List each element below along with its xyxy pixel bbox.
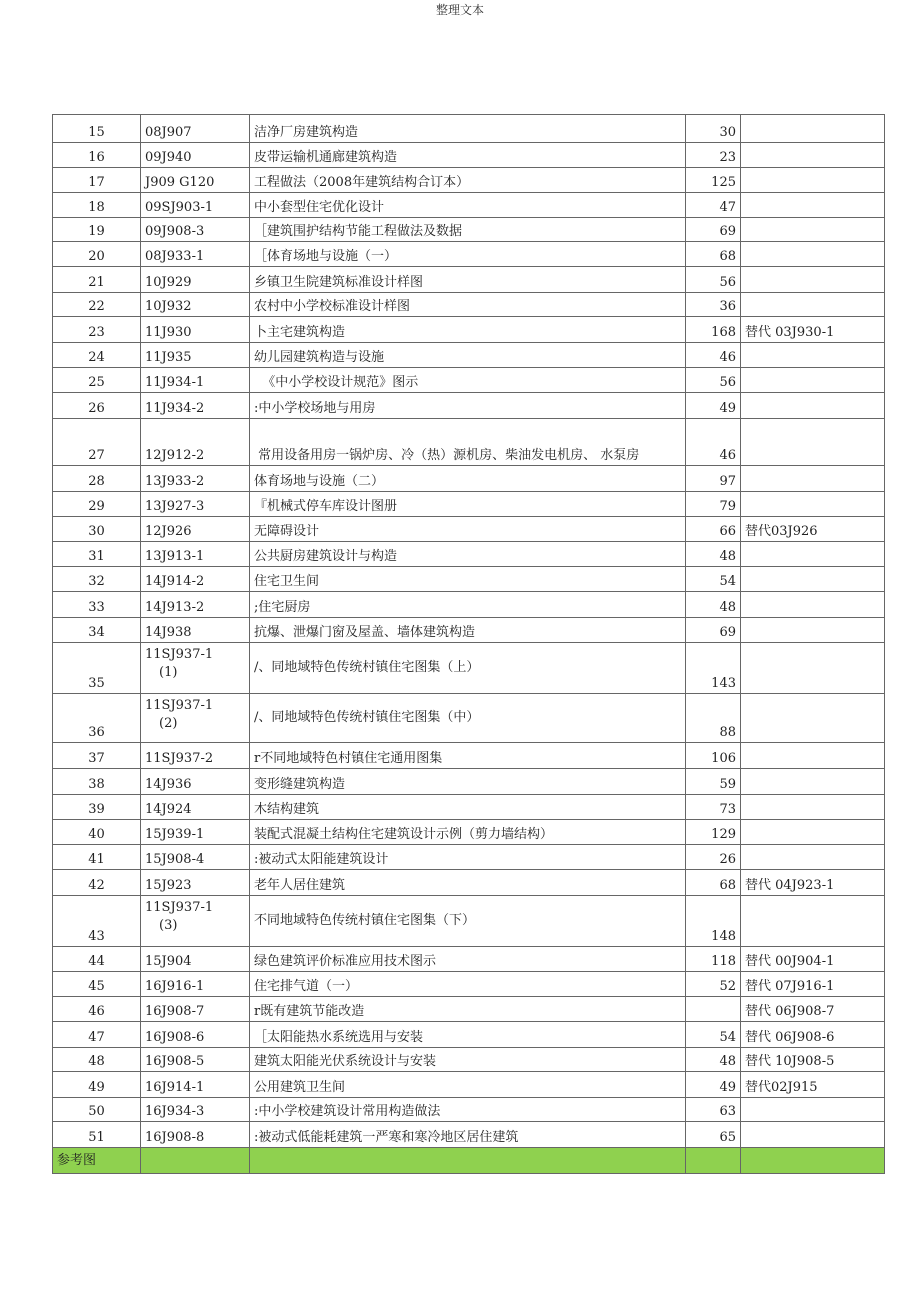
replacement-note [741,592,885,618]
replacement-note [741,820,885,845]
atlas-code-text: 08J907 [145,125,192,140]
row-number: 20 [53,242,141,267]
atlas-code [141,419,250,466]
page-count: 46 [686,343,741,368]
atlas-title: :被动式太阳能建筑设计 [250,845,686,870]
replacement-note [741,567,885,592]
atlas-code-text: 09SJ903-1 [145,200,214,215]
row-number: 23 [53,317,141,343]
page-count: 63 [686,1098,741,1122]
atlas-code-text: 12J926 [145,524,192,539]
atlas-title: 公用建筑卫生间 [250,1072,686,1098]
atlas-title: 建筑太阳能光伏系统设计与安装 [250,1048,686,1072]
reference-row [53,1148,885,1174]
page-count: 48 [686,1048,741,1072]
atlas-code-text: 11J935 [145,350,192,365]
atlas-code-text: 11SJ937-1 [145,698,214,713]
replacement-note [741,1098,885,1122]
atlas-title: 《中小学校设计规范》图示 [250,368,686,393]
atlas-title: r不同地域特色村镇住宅通用图集 [250,743,686,769]
table-row [53,542,885,567]
atlas-code [141,769,250,795]
atlas-code-text: 11SJ937-1 [145,647,214,662]
atlas-code [141,343,250,368]
table-row [53,293,885,317]
replacement-note [741,267,885,293]
table-row [53,1072,885,1098]
atlas-title: 老年人居住建筑 [250,870,686,896]
page-count: 129 [686,820,741,845]
atlas-code-volume: (3) [159,918,178,933]
atlas-code [141,643,250,694]
atlas-code [141,368,250,393]
atlas-code [141,845,250,870]
row-number: 32 [53,567,141,592]
row-number: 26 [53,393,141,419]
table-row [53,694,885,743]
row-number: 19 [53,218,141,242]
atlas-code [141,1048,250,1072]
table-row [53,193,885,218]
atlas-catalog-table [52,114,885,1174]
atlas-title: 不同地域特色传统村镇住宅图集（下） [250,896,686,947]
atlas-title: /、同地域特色传统村镇住宅图集（中） [250,694,686,743]
atlas-code-text: 13J913-1 [145,549,205,564]
replacement-note [741,115,885,143]
table-row [53,567,885,592]
table-row [53,218,885,242]
replacement-note [741,393,885,419]
row-number: 36 [53,694,141,743]
page-count: 49 [686,1072,741,1098]
reference-label: 参考图 [53,1148,141,1174]
replacement-note [741,542,885,567]
atlas-code-text: 14J914-2 [145,574,205,589]
replacement-note [741,466,885,492]
atlas-code-text: 13J927-3 [145,499,205,514]
table-row [53,267,885,293]
page-count: 48 [686,592,741,618]
atlas-title: 抗爆、泄爆门窗及屋盖、墙体建筑构造 [250,618,686,643]
page-count: 46 [686,419,741,466]
table-row [53,1022,885,1048]
row-number: 39 [53,795,141,820]
table-row [53,896,885,947]
atlas-code-text: 14J913-2 [145,600,205,615]
replacement-note: 替代 06J908-6 [741,1022,885,1048]
replacement-note: 替代02J915 [741,1072,885,1098]
table-row [53,643,885,694]
row-number: 30 [53,517,141,542]
atlas-code-text: 14J936 [145,777,192,792]
atlas-code-text: 15J939-1 [145,827,205,842]
atlas-code [141,947,250,972]
atlas-title: 工程做法（2008年建筑结构合订本） [250,168,686,193]
page-count: 73 [686,795,741,820]
reference-cell-title [250,1148,686,1174]
atlas-code [141,393,250,419]
atlas-code [141,618,250,643]
atlas-title: 常用设备用房一锅炉房、冷（热）源机房、柴油发电机房、 水泵房 [250,419,686,466]
table-row [53,769,885,795]
atlas-title: 变形缝建筑构造 [250,769,686,795]
table-row [53,743,885,769]
atlas-code [141,870,250,896]
row-number: 41 [53,845,141,870]
replacement-note [741,343,885,368]
atlas-code [141,1072,250,1098]
page-count [686,997,741,1022]
atlas-code [141,317,250,343]
replacement-note [741,492,885,517]
atlas-title: 木结构建筑 [250,795,686,820]
atlas-code-text: 11J934-2 [145,401,205,416]
replacement-note [741,193,885,218]
atlas-code [141,567,250,592]
table-row [53,1048,885,1072]
row-number: 27 [53,419,141,466]
row-number: 15 [53,115,141,143]
table-row [53,592,885,618]
page-count: 68 [686,870,741,896]
row-number: 37 [53,743,141,769]
replacement-note [741,143,885,168]
row-number: 31 [53,542,141,567]
replacement-note [741,896,885,947]
page-count: 168 [686,317,741,343]
table-row [53,343,885,368]
atlas-code-text: 11SJ937-1 [145,900,214,915]
atlas-title: ［建筑围护结构节能工程做法及数据 [250,218,686,242]
atlas-code-text: 10J932 [145,299,192,314]
atlas-code [141,517,250,542]
atlas-code-text: J909 G120 [145,175,215,190]
row-number: 38 [53,769,141,795]
table-row [53,242,885,267]
page-count: 59 [686,769,741,795]
atlas-title: :中小学校建筑设计常用构造做法 [250,1098,686,1122]
page-count: 148 [686,896,741,947]
page-count: 118 [686,947,741,972]
row-number: 25 [53,368,141,393]
replacement-note [741,845,885,870]
page-count: 65 [686,1122,741,1148]
row-number: 42 [53,870,141,896]
page-count: 36 [686,293,741,317]
row-number: 43 [53,896,141,947]
atlas-code [141,896,250,947]
table-row [53,317,885,343]
replacement-note [741,368,885,393]
atlas-code [141,795,250,820]
row-number: 28 [53,466,141,492]
atlas-title: ［太阳能热水系统选用与安装 [250,1022,686,1048]
replacement-note [741,419,885,466]
atlas-code-text: 16J934-3 [145,1104,205,1119]
replacement-note [741,694,885,743]
table-row [53,115,885,143]
atlas-code [141,293,250,317]
atlas-code [141,972,250,997]
atlas-code-text: 14J924 [145,802,192,817]
replacement-note: 替代 07J916-1 [741,972,885,997]
atlas-code [141,193,250,218]
row-number: 46 [53,997,141,1022]
atlas-code-text: 16J908-8 [145,1130,205,1145]
table-body [53,115,885,1174]
atlas-code [141,466,250,492]
atlas-code [141,168,250,193]
atlas-title: 住宅卫生间 [250,567,686,592]
atlas-title: 洁净厂房建筑构造 [250,115,686,143]
atlas-code [141,143,250,168]
row-number: 51 [53,1122,141,1148]
page-count: 54 [686,1022,741,1048]
atlas-code-text: 15J904 [145,954,192,969]
atlas-code-text: 16J914-1 [145,1080,205,1095]
atlas-code [141,1098,250,1122]
table-row [53,466,885,492]
replacement-note [741,1122,885,1148]
page-count: 68 [686,242,741,267]
row-number: 48 [53,1048,141,1072]
page-count: 66 [686,517,741,542]
atlas-title: 幼儿园建筑构造与设施 [250,343,686,368]
reference-cell-code [141,1148,250,1174]
atlas-title: 住宅排气道（一） [250,972,686,997]
replacement-note: 替代 03J930-1 [741,317,885,343]
page-count: 97 [686,466,741,492]
table-row [53,947,885,972]
atlas-title: 公共厨房建筑设计与构造 [250,542,686,567]
atlas-code [141,820,250,845]
table-row [53,1098,885,1122]
replacement-note: 替代 10J908-5 [741,1048,885,1072]
table-row [53,618,885,643]
table-row [53,168,885,193]
page-count: 26 [686,845,741,870]
atlas-code [141,694,250,743]
page-count: 106 [686,743,741,769]
atlas-code-text: 10J929 [145,275,192,290]
table-row [53,1122,885,1148]
row-number: 49 [53,1072,141,1098]
replacement-note [741,218,885,242]
atlas-title: 皮带运输机通廊建筑构造 [250,143,686,168]
page-count: 49 [686,393,741,419]
page-count: 56 [686,368,741,393]
table-row [53,972,885,997]
replacement-note [741,743,885,769]
atlas-title: 体育场地与设施（二） [250,466,686,492]
row-number: 18 [53,193,141,218]
atlas-code-text: 09J908-3 [145,224,205,239]
row-number: 24 [53,343,141,368]
table-row [53,517,885,542]
page-count: 125 [686,168,741,193]
atlas-code [141,1122,250,1148]
replacement-note [741,168,885,193]
row-number: 45 [53,972,141,997]
page-count: 54 [686,567,741,592]
atlas-code [141,242,250,267]
row-number: 29 [53,492,141,517]
replacement-note: 替代 00J904-1 [741,947,885,972]
page-count: 30 [686,115,741,143]
table-row [53,393,885,419]
atlas-title: :被动式低能耗建筑一严寒和寒冷地区居住建筑 [250,1122,686,1148]
page-count: 23 [686,143,741,168]
table-row [53,368,885,393]
atlas-title: :中小学校场地与用房 [250,393,686,419]
atlas-code-text: 08J933-1 [145,249,205,264]
atlas-code-text: 15J923 [145,878,192,893]
row-number: 35 [53,643,141,694]
atlas-title: ［体育场地与设施（一） [250,242,686,267]
page-count: 47 [686,193,741,218]
atlas-title: /、同地域特色传统村镇住宅图集（上） [250,643,686,694]
row-number: 21 [53,267,141,293]
atlas-code-text: 16J908-5 [145,1054,205,1069]
atlas-code [141,743,250,769]
atlas-title: 中小套型住宅优化设计 [250,193,686,218]
table-row [53,143,885,168]
atlas-code [141,1022,250,1048]
row-number: 50 [53,1098,141,1122]
atlas-title: 卜主宅建筑构造 [250,317,686,343]
atlas-code [141,267,250,293]
atlas-code-text: 11J930 [145,325,192,340]
atlas-code-volume: (2) [159,716,178,731]
replacement-note [741,293,885,317]
page-count: 143 [686,643,741,694]
atlas-title: 乡镇卫生院建筑标准设计样图 [250,267,686,293]
atlas-title: ;住宅厨房 [250,592,686,618]
atlas-code [141,997,250,1022]
table-row [53,870,885,896]
atlas-code-text: 15J908-4 [145,852,205,867]
reference-cell-pages [686,1148,741,1174]
atlas-code-text: 14J938 [145,625,192,640]
atlas-code-text: 16J916-1 [145,979,205,994]
atlas-title: 农村中小学校标准设计样图 [250,293,686,317]
atlas-code-text: 11J934-1 [145,375,205,390]
row-number: 16 [53,143,141,168]
atlas-title: r既有建筑节能改造 [250,997,686,1022]
row-number: 34 [53,618,141,643]
atlas-code-volume: (1) [159,665,178,680]
page-count: 88 [686,694,741,743]
table-row [53,492,885,517]
reference-cell-note [741,1148,885,1174]
row-number: 22 [53,293,141,317]
atlas-code-text: 11SJ937-2 [145,751,214,766]
table-row [53,419,885,466]
atlas-title: 无障碍设计 [250,517,686,542]
atlas-title: 『机械式停车库设计图册 [250,492,686,517]
page-count: 69 [686,618,741,643]
atlas-code [141,115,250,143]
row-number: 33 [53,592,141,618]
row-number: 40 [53,820,141,845]
row-number: 17 [53,168,141,193]
page-header: 整理文本 [435,3,484,17]
atlas-code [141,492,250,517]
atlas-code-text: 16J908-7 [145,1004,205,1019]
replacement-note: 替代03J926 [741,517,885,542]
atlas-title: 绿色建筑评价标准应用技术图示 [250,947,686,972]
table-row [53,820,885,845]
row-number: 47 [53,1022,141,1048]
atlas-code-text: 13J933-2 [145,474,205,489]
page-count: 48 [686,542,741,567]
atlas-code-text: 16J908-6 [145,1030,205,1045]
page-count: 52 [686,972,741,997]
atlas-title: 装配式混凝土结构住宅建筑设计示例（剪力墙结构） [250,820,686,845]
replacement-note [741,769,885,795]
atlas-code-text: 09J940 [145,150,192,165]
table-row [53,845,885,870]
atlas-code [141,592,250,618]
atlas-code-text: 12J912-2 [145,448,205,463]
table-row [53,795,885,820]
replacement-note: 替代 04J923-1 [741,870,885,896]
replacement-note [741,242,885,267]
row-number: 44 [53,947,141,972]
atlas-code [141,218,250,242]
page-count: 79 [686,492,741,517]
atlas-code [141,542,250,567]
replacement-note [741,643,885,694]
replacement-note: 替代 06J908-7 [741,997,885,1022]
replacement-note [741,795,885,820]
page-count: 56 [686,267,741,293]
page-count: 69 [686,218,741,242]
table-row [53,997,885,1022]
replacement-note [741,618,885,643]
